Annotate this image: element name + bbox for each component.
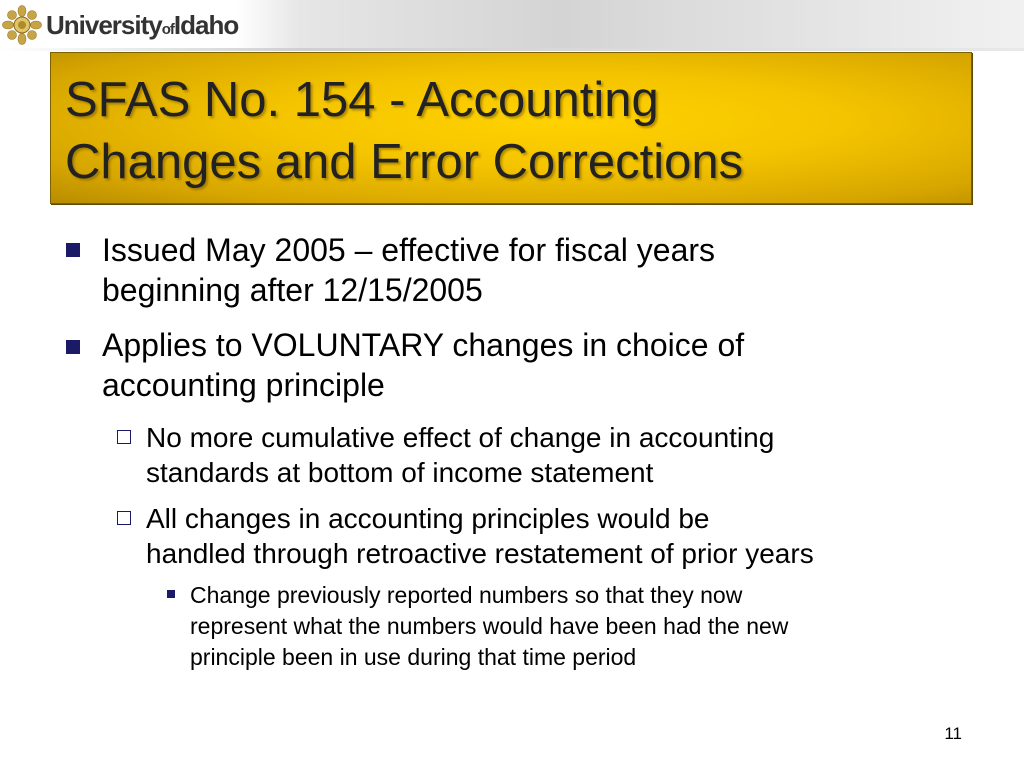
sub-bullet-item-2 bbox=[146, 501, 986, 571]
bullet-item-2-line-2: accounting principle bbox=[102, 367, 385, 403]
sub-sub-bullet-item-1-line-2: represent what the numbers would have been had the new bbox=[190, 613, 789, 639]
bullet-square-icon bbox=[66, 340, 80, 354]
sub-bullet-item-1-line-1: No more cumulative effect of change in accounting bbox=[146, 422, 775, 453]
bullet-item-1 bbox=[102, 230, 982, 310]
logo-text-university: University bbox=[46, 9, 162, 40]
logo-text-of: of bbox=[161, 20, 174, 38]
sub-bullet-item-1 bbox=[146, 420, 986, 490]
bullet-hollow-square-icon bbox=[117, 430, 131, 444]
sub-bullet-item-2-line-1: All changes in accounting principles would be bbox=[146, 503, 710, 534]
bullet-item-2-line-1: Applies to VOLUNTARY changes in choice of bbox=[102, 327, 745, 363]
sub-sub-bullet-item-1 bbox=[190, 580, 990, 673]
slide-title-line-1: SFAS No. 154 - Accounting bbox=[65, 73, 659, 127]
sub-bullet-item-1-line-2: standards at bottom of income statement bbox=[146, 457, 654, 488]
bullet-hollow-square-icon bbox=[117, 511, 131, 525]
slide-title-line-2: Changes and Error Corrections bbox=[65, 135, 744, 189]
bullet-square-icon bbox=[66, 243, 80, 257]
sub-sub-bullet-item-1-line-1: Change previously reported numbers so that they now bbox=[190, 582, 743, 608]
bullet-item-1-line-1: Issued May 2005 – effective for fiscal years bbox=[102, 232, 716, 268]
page-number: 11 bbox=[944, 724, 962, 743]
bullet-item-1-line-2: beginning after 12/15/2005 bbox=[102, 272, 483, 308]
logo-text-idaho: Idaho bbox=[173, 9, 239, 40]
sub-bullet-item-2-line-2: handled through retroactive restatement of prior years bbox=[146, 538, 814, 569]
sub-sub-bullet-item-1-line-3: principle been in use during that time period bbox=[190, 644, 637, 670]
bullet-small-square-icon bbox=[167, 590, 175, 598]
bullet-item-2 bbox=[102, 325, 982, 405]
